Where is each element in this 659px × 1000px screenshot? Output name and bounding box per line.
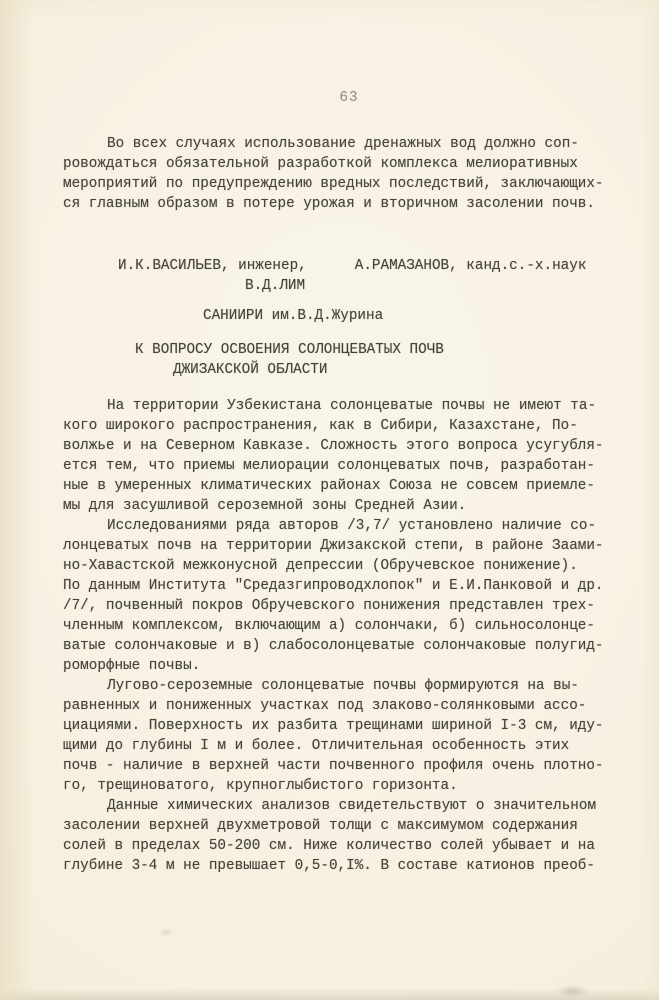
text-line: Данные химических анализов свидетельствуют о значительном bbox=[107, 798, 597, 814]
text-line: ватые солончаковые и в) слабосолонцеватые солончаковые полугид- bbox=[63, 638, 604, 654]
byline-row bbox=[63, 256, 635, 276]
text-line: равненных и пониженных участках под злаково-солянковыми ассо- bbox=[63, 698, 587, 714]
text-line: роморфные почвы. bbox=[63, 658, 201, 674]
text-line: По данным Института "Средазгипроводхлопок" и Е.И.Панковой и др. bbox=[63, 578, 604, 594]
text-line: На территории Узбекистана солонцеватые почвы не имеют та- bbox=[107, 398, 597, 414]
article-body bbox=[63, 396, 635, 876]
text-line: ровождаться обязательной разработкой комплекса мелиоративных bbox=[63, 156, 578, 172]
text-line: членным комплексом, включающим а) солончаки, б) сильносолонце- bbox=[63, 618, 595, 634]
text-line: мы для засушливой сероземной зоны Средней Азии. bbox=[63, 498, 467, 514]
lead-paragraph bbox=[63, 134, 635, 214]
text-line: засолении верхней двухметровой толщи с максимумом содержания bbox=[63, 818, 578, 834]
text-line: циациями. Поверхность их разбита трещинами шириной I-3 см, иду- bbox=[63, 718, 604, 734]
author-right: А.РАМАЗАНОВ, канд.с.-х.наук bbox=[354, 258, 587, 274]
text-line: ется тем, что приемы мелиорации солонцеватых почв, разработан- bbox=[63, 458, 595, 474]
text-line: глубине 3-4 м не превышает 0,5-0,I%. В составе катионов преоб- bbox=[63, 858, 595, 874]
text-line: мероприятий по предупреждению вредных последствий, заключающих- bbox=[63, 176, 604, 192]
text-line: кого широкого распространения, как в Сибири, Казахстане, По- bbox=[63, 418, 578, 434]
text-line: щими до глубины I м и более. Отличительная особенность этих bbox=[63, 738, 570, 754]
page-number: 63 bbox=[339, 90, 359, 106]
author-left: И.К.ВАСИЛЬЕВ, инженер, bbox=[118, 258, 307, 274]
text-line: лонцеватых почв на территории Джизакской степи, в районе Заами- bbox=[63, 538, 604, 554]
institute-line: САНИИРИ им.В.Д.Журина bbox=[203, 308, 384, 324]
article-title-line2: ДЖИЗАКСКОЙ ОБЛАСТИ bbox=[173, 362, 328, 378]
text-line: волжье и на Северном Кавказе. Сложность этого вопроса усугубля- bbox=[63, 438, 604, 454]
text-line: го, трещиноватого, крупноглыбистого горизонта. bbox=[63, 778, 458, 794]
text-line: Исследованиями ряда авторов /3,7/ установлено наличие со- bbox=[107, 518, 597, 534]
article-title bbox=[63, 340, 635, 380]
text-line: /7/, почвенный покров Обручевского понижения представлен трех- bbox=[63, 598, 595, 614]
text-line: почв - наличие в верхней части почвенного профиля очень плотно- bbox=[63, 758, 604, 774]
text-line: но-Хавастской межконусной депрессии (Обручевское понижение). bbox=[63, 558, 578, 574]
text-line: Лугово-сероземные солонцеватые почвы формируются на вы- bbox=[107, 678, 579, 694]
text-line: Во всех случаях использование дренажных вод должно соп- bbox=[107, 136, 579, 152]
author-second-line: В.Д.ЛИМ bbox=[245, 278, 306, 294]
text-line: ные в умеренных климатических районах Союза не совсем приемле- bbox=[63, 478, 595, 494]
text-line: солей в пределах 50-200 см. Ниже количество солей убывает и на bbox=[63, 838, 595, 854]
article-title-line1: К ВОПРОСУ ОСВОЕНИЯ СОЛОНЦЕВАТЫХ ПОЧВ bbox=[135, 342, 444, 358]
text-line: ся главным образом в потере урожая и вторичном засолении почв. bbox=[63, 196, 595, 212]
